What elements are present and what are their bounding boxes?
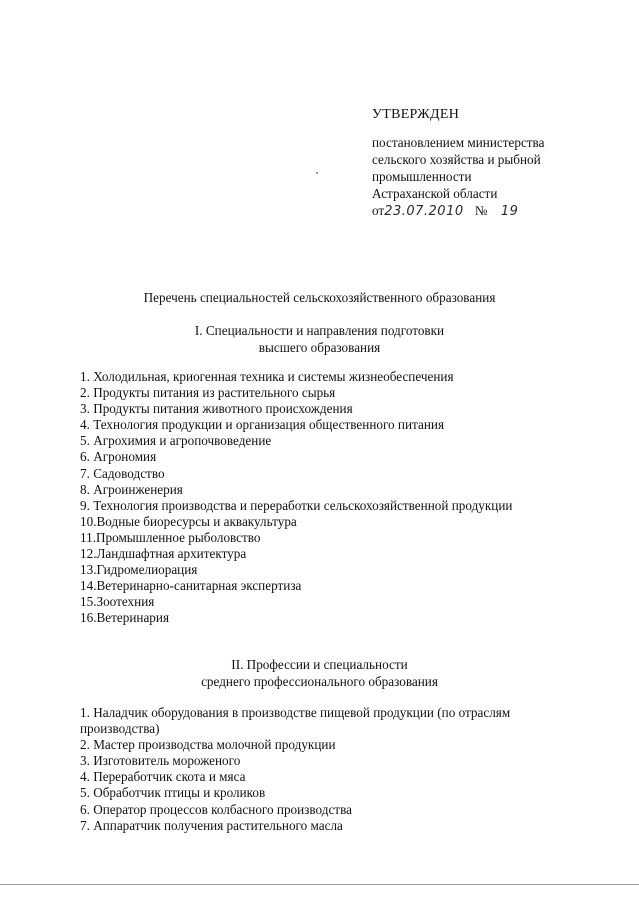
item-text: Ветеринарно-санитарная экспертиза: [96, 578, 302, 594]
list-item: [80, 482, 512, 498]
section-2-title-line2: среднего профессионального образования: [201, 674, 438, 689]
number-prefix: №: [474, 203, 488, 218]
item-number: 2.: [80, 737, 90, 753]
section-2-list: [80, 705, 570, 834]
item-text: Агрохимия и агропочвоведение: [93, 433, 272, 449]
item-text: Ландшафтная архитектура: [96, 546, 247, 562]
item-number: 7.: [80, 817, 90, 833]
item-number: 6.: [80, 449, 90, 465]
list-item: [80, 818, 570, 834]
item-number: 15.: [80, 594, 97, 610]
list-item: [80, 449, 512, 465]
item-text: Садоводство: [93, 465, 165, 481]
item-text: Мастер производства молочной продукции: [93, 737, 336, 753]
list-item: [80, 498, 512, 514]
list-item: [80, 514, 512, 530]
item-text: Изготовитель мороженого: [93, 753, 241, 769]
item-number: 4.: [80, 417, 90, 433]
item-text: Технология продукции и организация общественного питания: [93, 417, 445, 433]
approval-line: постановлением министерства: [372, 135, 545, 150]
item-number: 3.: [80, 401, 90, 417]
section-2-title-line1: II. Профессии и специальности: [231, 657, 408, 672]
list-item: [80, 769, 570, 785]
item-number: 14.: [80, 578, 97, 594]
item-text: Холодильная, криогенная техника и системы жизнеобеспечения: [93, 369, 454, 384]
item-number: 9.: [80, 497, 90, 513]
approval-date-line: [372, 202, 622, 220]
item-number: 4.: [80, 769, 90, 785]
item-text: Продукты питания животного происхождения: [93, 401, 353, 417]
list-item: [80, 578, 512, 594]
handwritten-date: 23.07.2010: [384, 204, 464, 219]
list-item: [80, 753, 570, 769]
approval-line: сельского хозяйства и рыбной: [372, 152, 541, 167]
item-number: 10.: [80, 513, 97, 529]
list-item: [80, 401, 512, 417]
list-item: [80, 594, 512, 610]
list-item: [80, 610, 512, 626]
item-number: 1.: [80, 369, 90, 384]
handwritten-number: 19: [500, 204, 519, 219]
item-text: Промышленное рыболовство: [96, 529, 261, 545]
item-number: 12.: [80, 546, 97, 562]
item-text: Зоотехния: [96, 594, 155, 610]
section-1-title: [0, 322, 639, 356]
list-item: [80, 785, 570, 801]
item-text: Ветеринария: [96, 610, 170, 626]
section-1-title-line1: I. Специальности и направления подготовки: [194, 323, 445, 338]
list-item: [80, 802, 570, 818]
approval-line: промышленности: [372, 169, 472, 184]
item-number: 3.: [80, 753, 90, 769]
approval-block: [372, 106, 622, 220]
item-text: Агроинженерия: [93, 481, 183, 497]
item-text: Агрономия: [93, 449, 157, 465]
list-item: [80, 530, 512, 546]
list-item: [80, 417, 512, 433]
approval-line: Астраханской области: [372, 186, 498, 201]
list-item: [80, 466, 512, 482]
item-text: Продукты питания из растительного сырья: [93, 385, 336, 401]
item-number: 11.: [80, 529, 96, 545]
list-item: [80, 737, 570, 753]
section-2-title: [0, 656, 639, 690]
approval-heading: УТВЕРЖДЕН: [372, 107, 460, 122]
item-text: Гидромелиорация: [96, 562, 198, 578]
section-1-title-line2: высшего образования: [258, 340, 381, 355]
item-number: 13.: [80, 562, 97, 578]
item-text: Обработчик птицы и кроликов: [93, 785, 266, 801]
section-1-list: [80, 369, 512, 627]
page-bottom-rule: [0, 884, 639, 885]
item-number: 1.: [80, 705, 90, 720]
item-number: 7.: [80, 465, 90, 481]
list-item: [80, 385, 512, 401]
list-item: [80, 562, 512, 578]
document-title: Перечень специальностей сельскохозяйственного образования: [143, 290, 496, 305]
list-item: [80, 433, 512, 449]
item-number: 5.: [80, 785, 90, 801]
list-item: [80, 546, 512, 562]
item-text: Переработчик скота и мяса: [93, 769, 246, 785]
list-item: [80, 705, 570, 737]
item-text: Аппаратчик получения растительного масла: [93, 817, 343, 833]
date-prefix: от: [372, 203, 385, 218]
item-text: Оператор процессов колбасного производства: [93, 801, 352, 817]
item-number: 2.: [80, 385, 90, 401]
item-number: 6.: [80, 801, 90, 817]
item-number: 16.: [80, 610, 97, 626]
item-number: 8.: [80, 481, 90, 497]
item-text: Технология производства и переработки сельскохозяйственной продукции: [93, 497, 513, 513]
item-text: Водные биоресурсы и аквакультура: [96, 513, 297, 529]
list-item: [80, 369, 512, 385]
scan-speck: [316, 172, 318, 174]
item-text: Наладчик оборудования в производстве пищевой продукции (по отраслям производства): [80, 705, 511, 737]
item-number: 5.: [80, 433, 90, 449]
